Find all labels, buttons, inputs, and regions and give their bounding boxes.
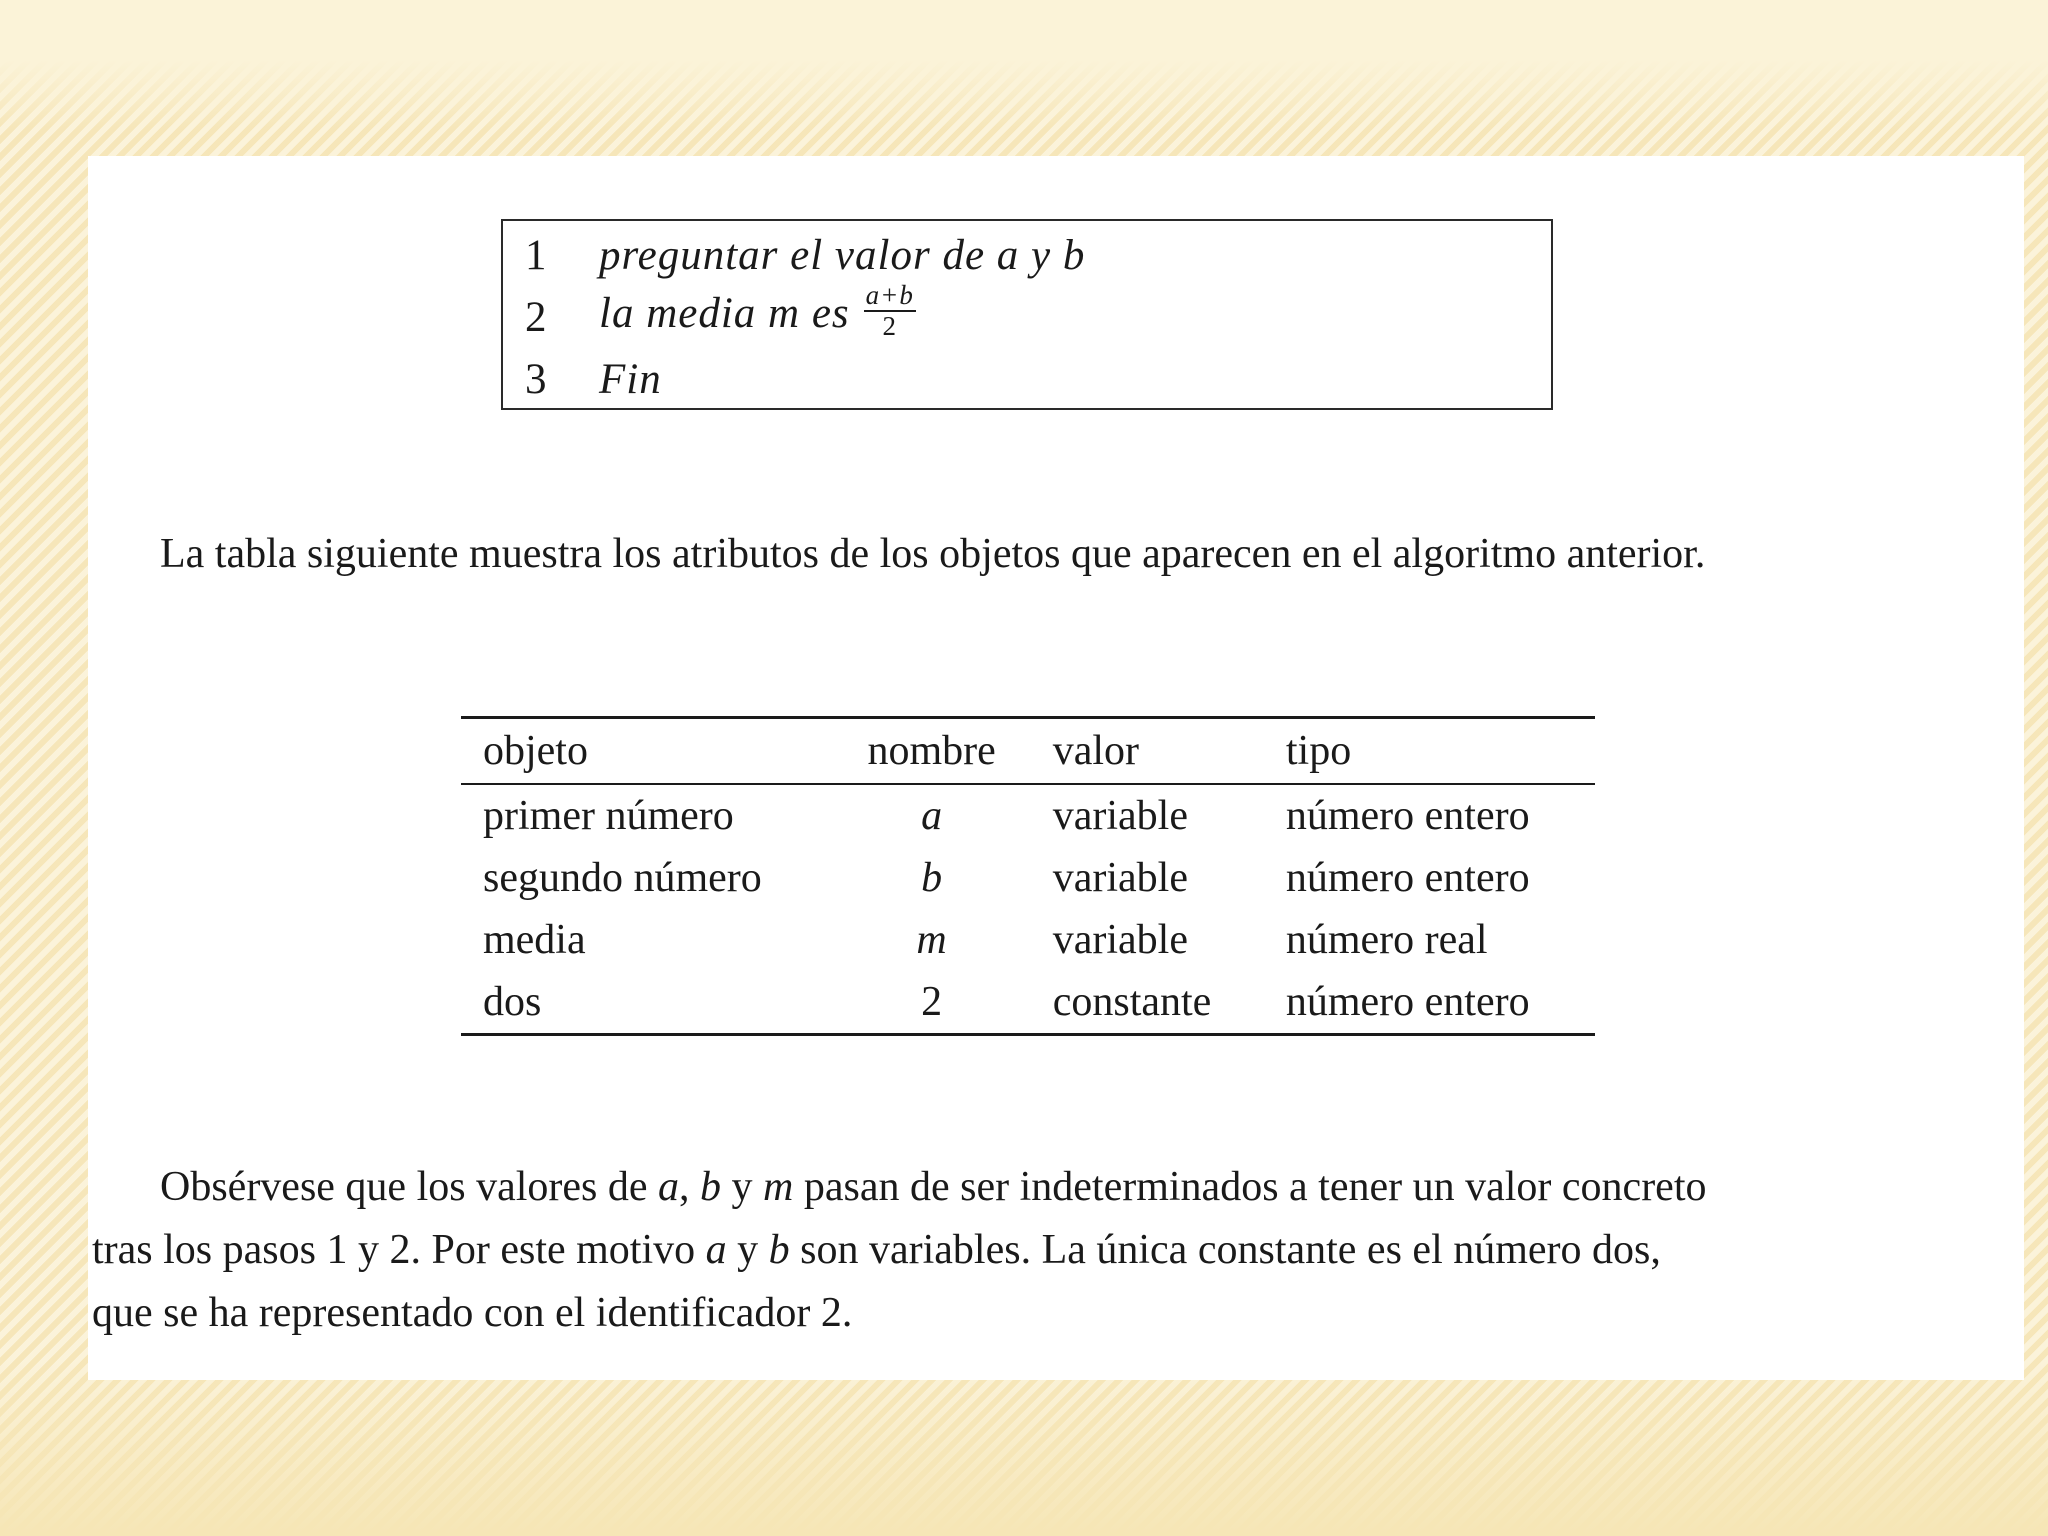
slide-content [88,156,2024,1380]
variable-m: m [763,1164,794,1210]
variable-b: b [768,1227,790,1273]
observation-paragraph [92,1156,1972,1345]
observation-line-3: que se ha representado con el identificador 2. [92,1290,853,1336]
step-text: preguntar el valor de a y b [599,231,1086,279]
step-text-with-fraction [599,280,916,346]
cell-objeto: dos [483,979,542,1025]
step-text: la media m es [599,289,850,337]
cell-tipo: número entero [1285,855,1530,901]
header-valor: valor [1052,728,1140,774]
table-row [461,909,1595,971]
header-tipo: tipo [1285,728,1352,774]
cell-objeto: segundo número [483,855,762,901]
fraction-denominator: 2 [882,311,898,341]
observation-text: pasan de ser indeterminados a tener un valor concreto [793,1164,1707,1210]
table-row [461,971,1595,1035]
observation-text: tras los pasos 1 y 2. Por este motivo [92,1227,706,1273]
variable-a: a [705,1227,727,1273]
variable-b: b [700,1164,722,1210]
cell-objeto: primer número [483,793,734,839]
cell-nombre: b [921,855,943,901]
fraction [864,282,916,340]
cell-valor: constante [1052,979,1212,1025]
algorithm-box [501,219,1553,410]
step-number: 3 [525,355,547,403]
cell-valor: variable [1052,917,1188,963]
intro-paragraph: La tabla siguiente muestra los atributos de los objetos que aparecen en el algoritmo anterior. [160,531,1706,577]
fraction-numerator: a+b [865,280,914,310]
attributes-table [461,716,1595,1036]
table-row [461,847,1595,909]
step-text: Fin [599,355,662,403]
step-number: 2 [525,293,547,341]
cell-nombre: 2 [921,979,943,1025]
observation-text: y [721,1164,764,1210]
table-header-row [461,718,1595,785]
cell-valor: variable [1052,855,1188,901]
cell-nombre: m [916,917,947,963]
step-number: 1 [525,231,547,279]
header-nombre: nombre [867,728,996,774]
cell-tipo: número entero [1285,979,1530,1025]
cell-valor: variable [1052,793,1188,839]
cell-tipo: número entero [1285,793,1530,839]
observation-text: son variables. La única constante es el número dos, [789,1227,1661,1273]
cell-objeto: media [483,917,586,963]
observation-text: , [679,1164,701,1210]
observation-line-1 [92,1156,1972,1219]
observation-text: Obsérvese que los valores de [160,1164,659,1210]
cell-tipo: número real [1285,917,1488,963]
cell-nombre: a [921,793,943,839]
header-objeto: objeto [483,728,588,774]
table-row [461,784,1595,847]
observation-line-2 [92,1219,1972,1282]
variable-a: a [658,1164,680,1210]
observation-text: y [726,1227,769,1273]
